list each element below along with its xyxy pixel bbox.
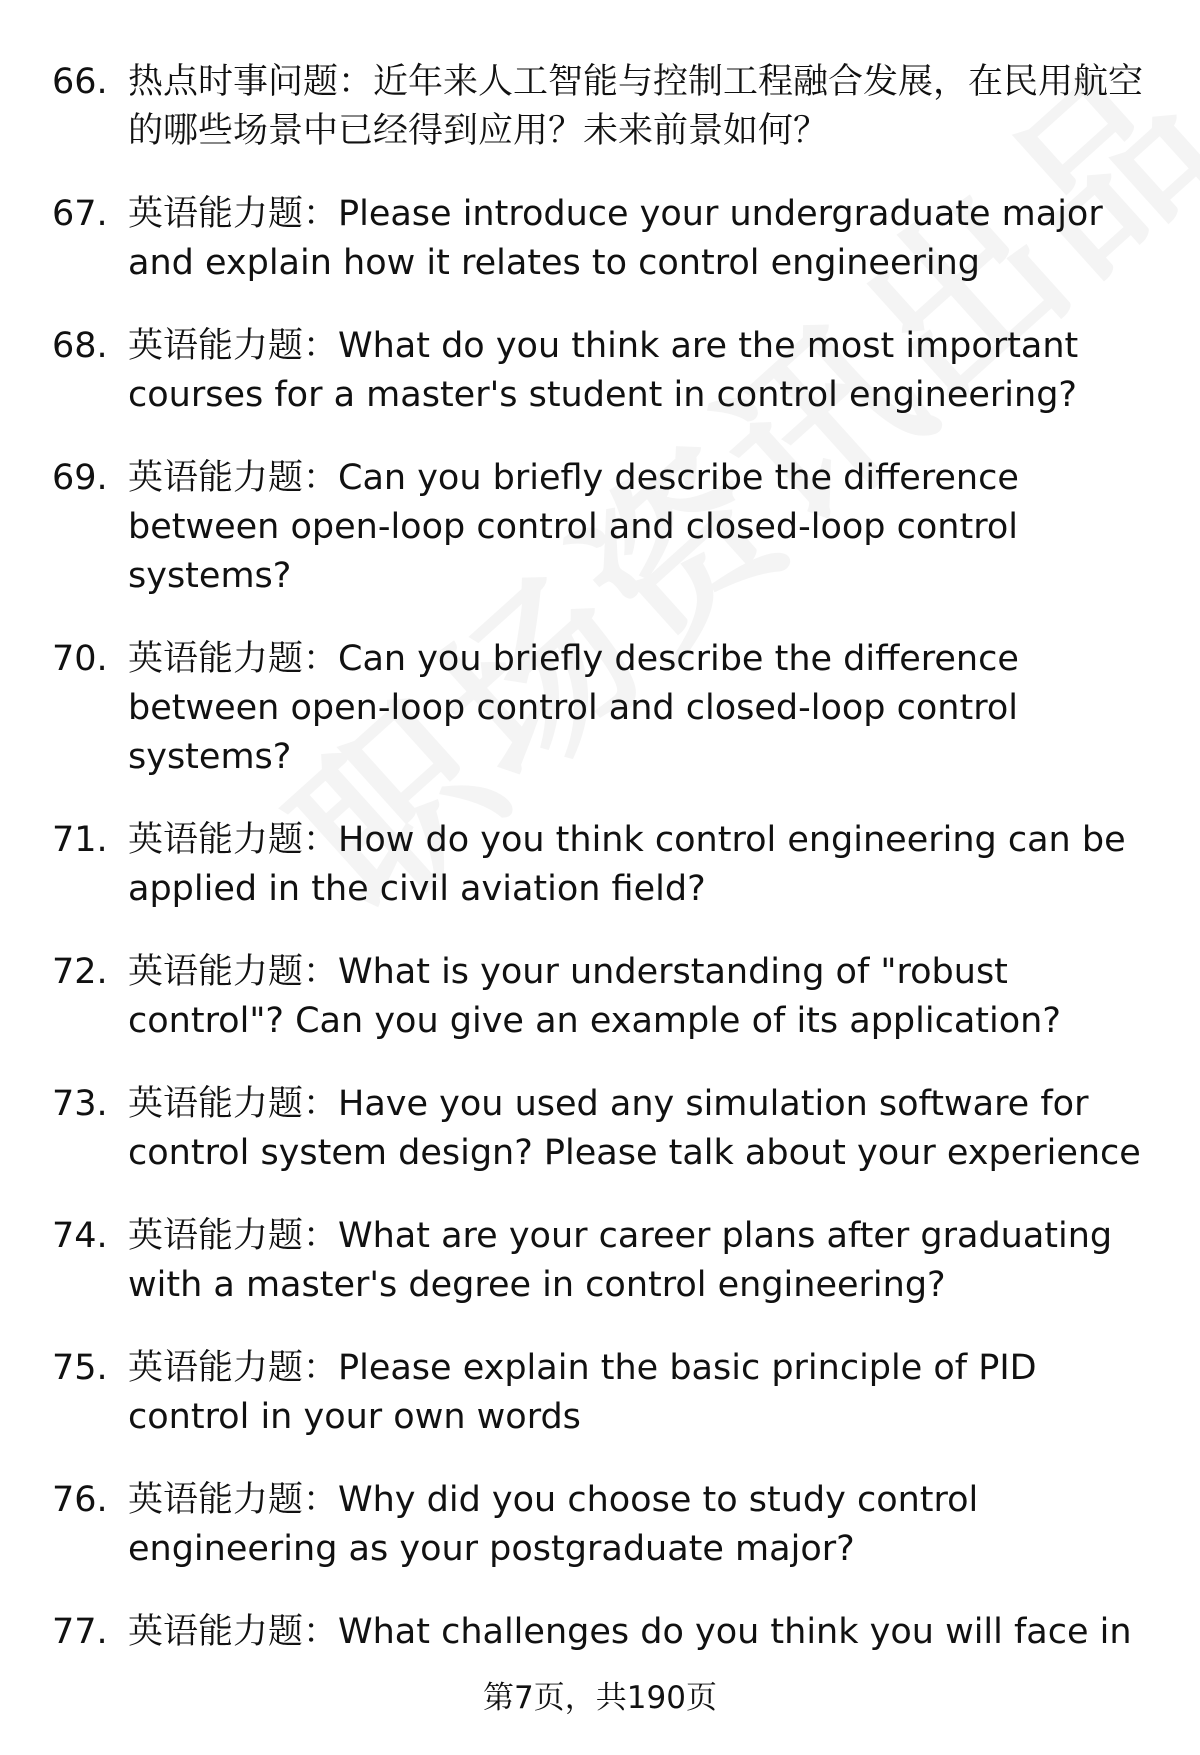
question-number: 68. bbox=[52, 326, 108, 366]
question-item bbox=[52, 58, 1162, 156]
question-number: 69. bbox=[52, 458, 108, 498]
question-text: 英语能力题：Please explain the basic principle of PID control in your own words bbox=[128, 1348, 1037, 1437]
page-footer: 第7页，共190页 bbox=[483, 1680, 717, 1716]
question-item bbox=[52, 816, 1162, 914]
question-number: 71. bbox=[52, 820, 108, 860]
question-number: 72. bbox=[52, 952, 108, 992]
question-number: 66. bbox=[52, 62, 108, 102]
question-text: 英语能力题：Have you used any simulation software for control system design? Please talk about your experience bbox=[128, 1084, 1141, 1173]
question-item bbox=[52, 1476, 1162, 1574]
question-item bbox=[52, 1212, 1162, 1310]
question-text: 热点时事问题：近年来人工智能与控制工程融合发展，在民用航空的哪些场景中已经得到应用？未来前景如何？ bbox=[128, 62, 1144, 151]
question-item bbox=[52, 454, 1162, 601]
question-text: 英语能力题：Can you briefly describe the difference between open-loop control and closed-loop control systems? bbox=[128, 458, 1019, 596]
question-item bbox=[52, 1080, 1162, 1178]
question-number: 75. bbox=[52, 1348, 108, 1388]
question-item bbox=[52, 635, 1162, 782]
question-item bbox=[52, 948, 1162, 1046]
question-text: 英语能力题：What challenges do you think you will face in bbox=[128, 1612, 1132, 1652]
question-number: 76. bbox=[52, 1480, 108, 1520]
question-number: 77. bbox=[52, 1612, 108, 1652]
question-text: 英语能力题：How do you think control engineering can be applied in the civil aviation field? bbox=[128, 820, 1126, 909]
question-item bbox=[52, 322, 1162, 420]
question-text: 英语能力题：What do you think are the most important courses for a master's student in control engineering? bbox=[128, 326, 1079, 415]
question-list bbox=[52, 58, 1162, 1657]
question-text: 英语能力题：Can you briefly describe the difference between open-loop control and closed-loop control systems? bbox=[128, 639, 1019, 777]
question-item bbox=[52, 1608, 1162, 1657]
question-text: 英语能力题：Please introduce your undergraduate major and explain how it relates to control engineering bbox=[128, 194, 1103, 283]
question-number: 73. bbox=[52, 1084, 108, 1124]
question-number: 74. bbox=[52, 1216, 108, 1256]
question-text: 英语能力题：What are your career plans after graduating with a master's degree in control engineering? bbox=[128, 1216, 1113, 1305]
question-text: 英语能力题：What is your understanding of "robust control"? Can you give an example of its application? bbox=[128, 952, 1061, 1041]
question-item bbox=[52, 1344, 1162, 1442]
question-item bbox=[52, 190, 1162, 288]
question-number: 70. bbox=[52, 639, 108, 679]
question-text: 英语能力题：Why did you choose to study control engineering as your postgraduate major? bbox=[128, 1480, 979, 1569]
question-number: 67. bbox=[52, 194, 108, 234]
